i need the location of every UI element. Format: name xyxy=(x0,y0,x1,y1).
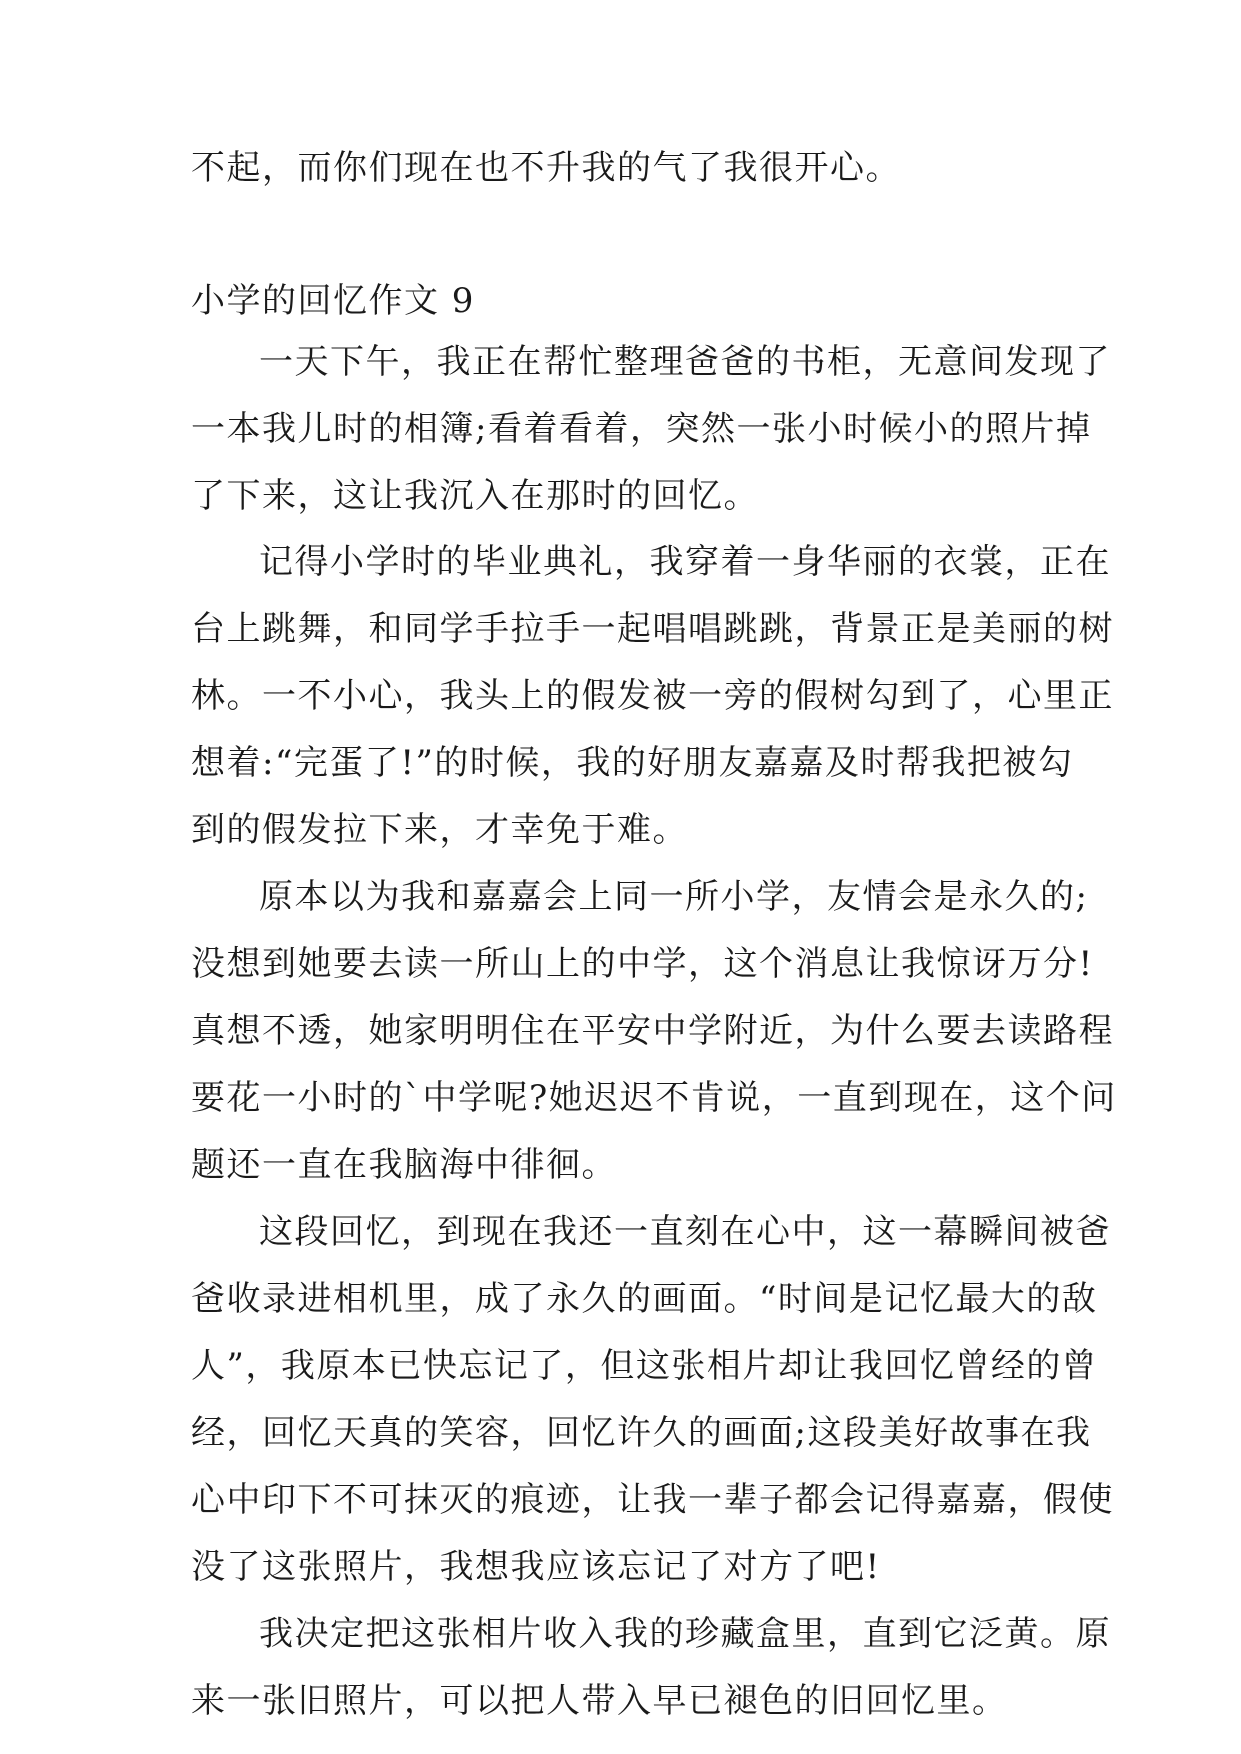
paragraph-4 xyxy=(191,1199,1114,1601)
section-heading xyxy=(191,268,1053,335)
paragraph-line: 林。一不小心，我头上的假发被一旁的假树勾到了，心里正 xyxy=(191,676,1114,716)
paragraph-line: 一天下午，我正在帮忙整理爸爸的书柜，无意间发现了 xyxy=(259,342,1111,382)
paragraph-line: 来一张旧照片，可以把人带入早已褪色的旧回忆里。 xyxy=(191,1681,1008,1721)
heading-text: 小学的回忆作文 9 xyxy=(191,281,475,321)
paragraph-line: 没了这张照片，我想我应该忘记了对方了吧! xyxy=(191,1547,881,1587)
paragraph-line: 我决定把这张相片收入我的珍藏盒里，直到它泛黄。原 xyxy=(259,1614,1111,1654)
continuation-paragraph xyxy=(191,135,1053,202)
paragraph-3 xyxy=(191,864,1117,1199)
paragraph-line: 要花一小时的`中学呢?她迟迟不肯说，一直到现在，这个问 xyxy=(191,1078,1117,1118)
paragraph-line: 心中印下不可抹灭的痕迹，让我一辈子都会记得嘉嘉，假使 xyxy=(191,1480,1114,1520)
paragraph-line: 真想不透，她家明明住在平安中学附近，为什么要去读路程 xyxy=(191,1011,1114,1051)
paragraph-line: 一本我儿时的相簿;看着看着，突然一张小时候小的照片掉 xyxy=(191,409,1092,449)
paragraph-line: 到的假发拉下来，才幸免于难。 xyxy=(191,810,688,850)
paragraph-line: 记得小学时的毕业典礼，我穿着一身华丽的衣裳，正在 xyxy=(259,542,1111,582)
paragraph-line: 爸收录进相机里，成了永久的画面。“时间是记忆最大的敌 xyxy=(191,1279,1098,1319)
paragraph-2 xyxy=(191,529,1114,864)
paragraph-line: 不起，而你们现在也不升我的气了我很开心。 xyxy=(191,148,901,188)
paragraph-line: 了下来，这让我沉入在那时的回忆。 xyxy=(191,476,759,516)
paragraph-line: 没想到她要去读一所山上的中学，这个消息让我惊讶万分! xyxy=(191,944,1094,984)
paragraph-line: 台上跳舞，和同学手拉手一起唱唱跳跳，背景正是美丽的树 xyxy=(191,609,1114,649)
paragraph-line: 这段回忆，到现在我还一直刻在心中，这一幕瞬间被爸 xyxy=(259,1212,1111,1252)
paragraph-line: 经，回忆天真的笑容，回忆许久的画面;这段美好故事在我 xyxy=(191,1413,1092,1453)
paragraph-line: 人”，我原本已快忘记了，但这张相片却让我回忆曾经的曾 xyxy=(191,1346,1098,1386)
paragraph-5 xyxy=(191,1601,1111,1735)
paragraph-line: 想着:“完蛋了!”的时候，我的好朋友嘉嘉及时帮我把被勾 xyxy=(191,743,1074,783)
paragraph-1 xyxy=(191,329,1111,530)
paragraph-line: 原本以为我和嘉嘉会上同一所小学，友情会是永久的; xyxy=(259,877,1089,917)
paragraph-line: 题还一直在我脑海中徘徊。 xyxy=(191,1145,617,1185)
